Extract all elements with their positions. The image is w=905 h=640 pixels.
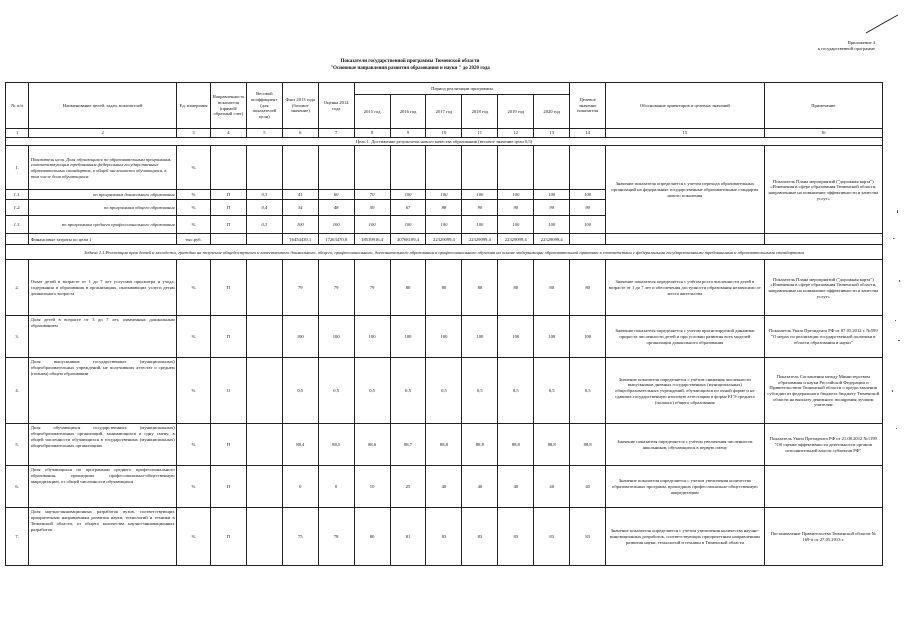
row-value: 83 <box>462 508 498 566</box>
row-target: 100 <box>570 216 606 234</box>
col-number: 14 <box>570 129 606 138</box>
finance-value: 22329099,4 <box>426 234 462 245</box>
row-num: 1.3. <box>6 216 29 234</box>
row-unit: % <box>177 466 211 508</box>
col-number: 7 <box>318 129 354 138</box>
row-name: по программам среднего профессионального образования <box>29 216 177 234</box>
row-num: 1. <box>6 146 29 190</box>
header-period: Период реализации программы <box>354 83 570 95</box>
row-value: 100 <box>498 190 534 200</box>
row-value: 0,5 <box>498 358 534 424</box>
row-value: 100 <box>354 316 390 358</box>
row-justification: Значение показателя определяется с учетом прогнозируемой динамики прироста численности детей и при условии развития всех моделей организации дошкольного образования <box>606 316 764 358</box>
row-value: 0,5 <box>534 358 570 424</box>
row-value: 100 <box>426 216 462 234</box>
row-direction: П <box>210 316 246 358</box>
row-value: 80 <box>462 260 498 316</box>
row-value: 100 <box>318 216 354 234</box>
row-value: 100 <box>282 216 318 234</box>
appendix-line-2: к государственной программе <box>817 45 875 51</box>
row-value: 80 <box>426 260 462 316</box>
row-num: 2. <box>6 260 29 316</box>
finance-unit: тыс.руб. <box>177 234 211 245</box>
row-unit: % <box>177 424 211 466</box>
row-note: Показатель Указа Президента РФ от 07.05.2012 г. №599 "О мерах по реализации государственной политики в области образования и науки" <box>764 316 882 358</box>
row-value: 100 <box>426 190 462 200</box>
row-num: 1.2. <box>6 200 29 216</box>
table-row <box>6 146 883 190</box>
col-number: 15 <box>606 129 764 138</box>
row-value: 100 <box>498 216 534 234</box>
row-value: 88,5 <box>318 424 354 466</box>
col-number: 5 <box>246 129 282 138</box>
row-value: 100 <box>462 190 498 200</box>
finance-value: 20768109,4 <box>390 234 426 245</box>
row-value: 90 <box>534 200 570 216</box>
row-value: 88 <box>426 200 462 216</box>
row-target: 40 <box>570 466 606 508</box>
title-line-2: "Основные направления развития образования и науки " до 2020 года <box>330 65 490 71</box>
row-note <box>764 466 882 508</box>
header-justification: Обоснование ориентиров и целевых значений <box>606 83 764 129</box>
header-num: № п/п <box>6 83 29 129</box>
row-value: 100 <box>534 190 570 200</box>
row-value: 100 <box>282 316 318 358</box>
row-value: 0,5 <box>282 358 318 424</box>
header-weight: Весовой коэффициент (для показателей цели) <box>246 83 282 129</box>
handwritten-mark <box>865 14 899 34</box>
col-number: 13 <box>534 129 570 138</box>
row-value: 100 <box>534 216 570 234</box>
row-target: 0,5 <box>570 358 606 424</box>
row-direction: О <box>210 358 246 424</box>
task-text: Задача 1.1.Реализация прав детей и молодежи, граждан на получение общедоступного и качественного дошкольного, общего, профессионального, дополнительного образования и профессионального обучения на основе модернизации образовательной практики в соответствии с федеральными государственными требованиями и образовательными стандартами <box>6 245 883 260</box>
row-name: Доля детей в возрасте от 3 до 7 лет, охваченных дошкольным образованием <box>29 316 177 358</box>
row-target: 90 <box>570 200 606 216</box>
row-value: 100 <box>462 316 498 358</box>
finance-value: 17263470,8 <box>318 234 354 245</box>
header-direction: Направленность показателя (прямой/ обратный счет) <box>210 83 246 129</box>
row-value: 34 <box>282 200 318 216</box>
col-number: 8 <box>354 129 390 138</box>
row-value: 80 <box>534 260 570 316</box>
row-name: по программам дошкольного образования <box>29 190 177 200</box>
row-name: Доля обучающихся по программам среднего профессионального образования, прошедших профессионально-общественную аккредитацию, от общей численности обучающихся <box>29 466 177 508</box>
row-note: Показатель Плана мероприятий ("дорожная карта") «Изменения в сфере образования Тюменской области, направленные на повышение эффективности и качества услуг» <box>764 146 882 234</box>
row-value: 40 <box>498 466 534 508</box>
finance-value: 18539916,4 <box>354 234 390 245</box>
row-name: по программам общего образования <box>29 200 177 216</box>
row-target: 100 <box>570 190 606 200</box>
task-row <box>6 245 883 260</box>
row-value: 88,6 <box>354 424 390 466</box>
row-value: 40 <box>534 466 570 508</box>
row-direction: П <box>210 200 246 216</box>
row-value: 100 <box>354 216 390 234</box>
row-value: 0,5 <box>426 358 462 424</box>
row-value: 0,5 <box>390 358 426 424</box>
row-value: 100 <box>390 190 426 200</box>
row-value: 75 <box>282 508 318 566</box>
row-value: 83 <box>426 508 462 566</box>
row-value: 41 <box>282 190 318 200</box>
row-justification: Значение показателя определяется с учетом увеличения количества научно-инновационных разработок, соответствующих приоритетным направлениям развития науки, технологий и техники в Тюменской области <box>606 508 764 566</box>
row-justification: Значение показателя определяется с учётом снижения численности выпускников дневных государственных (муниципальных) общеобразовательных учреждений, обучающихся по очной форме и не сдавших государственную итоговую аттестацию в форме ЕГЭ среднего (полного) общего образования <box>606 358 764 424</box>
row-value: 83 <box>498 508 534 566</box>
col-number: 11 <box>462 129 498 138</box>
row-target: 100 <box>570 316 606 358</box>
row-value: 88,8 <box>498 424 534 466</box>
row-value: 0 <box>282 466 318 508</box>
col-number: 10 <box>426 129 462 138</box>
row-value: 80 <box>498 260 534 316</box>
row-value: 80 <box>354 508 390 566</box>
row-value: 88,4 <box>282 424 318 466</box>
finance-value: 16454439,1 <box>282 234 318 245</box>
row-value: 90 <box>462 200 498 216</box>
row-num: 7. <box>6 508 29 566</box>
row-direction: П <box>210 466 246 508</box>
row-name: Доля выпускников государственных (муниципальных) общеобразовательных учреждений, не получивших аттестат о среднем (полном) общем образовании <box>29 358 177 424</box>
row-note: Показатель Указа Президента РФ от 21.08.2012 №1199 "Об оценке эффективности деятельности органов исполнительной власти субъектов РФ" <box>764 424 882 466</box>
finance-value: 22329099,4 <box>462 234 498 245</box>
header-unit: Ед. измерения <box>177 83 211 129</box>
row-weight: 0,3 <box>246 216 282 234</box>
header-fact-2013: Факт 2013 года (базовое значение) <box>282 83 318 129</box>
goal-text: Цель 1. Достижение результатов нового качества образования (весовое значение цели 0,5) <box>6 137 883 146</box>
row-target: 80 <box>570 260 606 316</box>
row-justification: Значение показателя определяется с учётом увеличения численности школьников, обучающихся в первую смену <box>606 424 764 466</box>
header-target: Целевое значение показателя <box>570 83 606 129</box>
row-value: 88,8 <box>534 424 570 466</box>
row-value: 100 <box>390 216 426 234</box>
row-target: 88,8 <box>570 424 606 466</box>
table-row <box>6 508 883 566</box>
row-note: Постановление Правительства Тюменской области № 169-п от 27.05.2013 г. <box>764 508 882 566</box>
title-line-1: Показатели государственной программы Тюменской области <box>340 59 480 64</box>
goal-row <box>6 137 883 146</box>
row-name: Охват детей в возрасте от 1 до 7 лет услугами присмотра и ухода, содержания и образования в организациях, оказывающих услуги детям дошкольного возраста <box>29 260 177 316</box>
row-value: 0,5 <box>354 358 390 424</box>
row-value: 90 <box>498 200 534 216</box>
row-direction: П <box>210 260 246 316</box>
row-value: 10 <box>354 466 390 508</box>
col-number: 12 <box>498 129 534 138</box>
table-row <box>6 358 883 424</box>
document-title <box>200 59 620 73</box>
table-header <box>6 83 883 138</box>
col-number: 1 <box>6 129 29 138</box>
row-value: 79 <box>282 260 318 316</box>
row-target: 83 <box>570 508 606 566</box>
row-value: 25 <box>390 466 426 508</box>
col-number: 4 <box>210 129 246 138</box>
row-value: 59 <box>354 200 390 216</box>
row-weight <box>246 508 282 566</box>
row-unit: % <box>177 358 211 424</box>
row-weight <box>246 424 282 466</box>
header-year: 2015 год <box>354 95 390 129</box>
finance-value: 22329099,4 <box>498 234 534 245</box>
row-value: 60 <box>318 190 354 200</box>
row-num: 4. <box>6 358 29 424</box>
row-value: 80 <box>390 260 426 316</box>
row-value: 79 <box>318 260 354 316</box>
row-num: 1.1. <box>6 190 29 200</box>
col-number: 2 <box>29 129 177 138</box>
row-name: Доля обучающихся государственных (муниципальных) общеобразовательных организаций, занимающихся в одну смену, в общей численности обучающихся в государственных (муниципальных) общеобразовательных организациях <box>29 424 177 466</box>
col-number: 6 <box>282 129 318 138</box>
col-number: 9 <box>390 129 426 138</box>
row-unit: % <box>177 190 211 200</box>
table-row <box>6 260 883 316</box>
appendix-label <box>818 40 875 52</box>
row-value: 70 <box>354 190 390 200</box>
scan-noise-marks <box>883 190 903 450</box>
row-unit: % <box>177 260 211 316</box>
header-name: Наименование целей, задач, показателей <box>29 83 177 129</box>
row-unit: % <box>177 316 211 358</box>
row-value: 40 <box>462 466 498 508</box>
row-value: 48 <box>318 200 354 216</box>
table-row <box>6 466 883 508</box>
header-year: 2017 год <box>426 95 462 129</box>
row-value: 100 <box>426 316 462 358</box>
row-justification: Значение показателя определяется с учётом роста численности детей в возрасте от 1 до 7 лет и обеспечения доступности образования независимо от места жительства <box>606 260 764 316</box>
row-direction: П <box>210 190 246 200</box>
row-value: 78 <box>318 508 354 566</box>
header-year: 2016 год <box>390 95 426 129</box>
row-value: 0,5 <box>318 358 354 424</box>
row-justification: Значение показателя определяется с учетом увеличения количества образовательных программ, прошедших профессионально-общественную аккредитацию <box>606 466 764 508</box>
row-weight <box>246 358 282 424</box>
row-weight: 0,3 <box>246 190 282 200</box>
row-value: 100 <box>498 316 534 358</box>
row-name: Показатель цели. Доля обучающихся по образовательным программам, соответствующим требованиям федеральных государственных образовательных стандартов, в общей численности обучающихся, в том числе доля обучающихся: <box>29 146 177 190</box>
table-row <box>6 424 883 466</box>
header-estimate-2014: Оценка 2014 года <box>318 83 354 129</box>
col-number: 3 <box>177 129 211 138</box>
finance-row <box>6 234 883 245</box>
row-weight <box>246 316 282 358</box>
row-num: 6. <box>6 466 29 508</box>
row-value: 100 <box>462 216 498 234</box>
finance-value: 22329099,4 <box>534 234 570 245</box>
row-unit: % <box>177 200 211 216</box>
row-value: 88,8 <box>426 424 462 466</box>
appendix-line-1: Приложение 4 <box>847 40 875 45</box>
row-value: 79 <box>354 260 390 316</box>
row-direction: П <box>210 508 246 566</box>
row-value: 40 <box>426 466 462 508</box>
row-weight <box>246 466 282 508</box>
row-num: 5. <box>6 424 29 466</box>
row-value: 0 <box>318 466 354 508</box>
row-value: 0,5 <box>462 358 498 424</box>
indicators-table <box>5 82 883 566</box>
header-year: 2020 год <box>534 95 570 129</box>
header-year: 2018 год <box>462 95 498 129</box>
col-number: 16 <box>764 129 882 138</box>
row-weight <box>246 260 282 316</box>
row-value: 83 <box>534 508 570 566</box>
row-name: Доля научно-инновационных разработок вузов, соответствующих приоритетным направлениям развития науки, технологий и техники в Тюменской области, от общего количества научно-инновационных разработок <box>29 508 177 566</box>
row-value: 67 <box>390 200 426 216</box>
row-direction: П <box>210 424 246 466</box>
header-year: 2019 год <box>498 95 534 129</box>
row-note: Показатель Плана мероприятий ("дорожная карта") «Изменения в сфере образования Тюменской области, направленные на повышение эффективности и качества услуг» <box>764 260 882 316</box>
row-justification: Значение показателя определяется с учетом перехода образовательных организаций на федеральные государственные образовательные стандарты нового поколения <box>606 146 764 234</box>
row-unit: % <box>177 216 211 234</box>
row-unit: % <box>177 508 211 566</box>
row-value: 88,7 <box>390 424 426 466</box>
table-row <box>6 316 883 358</box>
row-value: 81 <box>390 508 426 566</box>
row-value: 100 <box>534 316 570 358</box>
row-value: 88,8 <box>462 424 498 466</box>
row-direction: П <box>210 216 246 234</box>
row-note: Показатель Соглашения между Министерством образования и науки Российской Федерации и Правительством Тюменской области о предоставлении субсидии из федерального бюджета бюджету Тюменской области на выплату денежного поощрения лучшим учителям <box>764 358 882 424</box>
row-weight: 0,4 <box>246 200 282 216</box>
header-note: Примечание <box>764 83 882 129</box>
row-value: 100 <box>390 316 426 358</box>
row-num: 3. <box>6 316 29 358</box>
finance-name: Финансовые затраты по цели 1 <box>29 234 177 245</box>
row-value: 100 <box>318 316 354 358</box>
row-unit: % <box>177 146 211 190</box>
